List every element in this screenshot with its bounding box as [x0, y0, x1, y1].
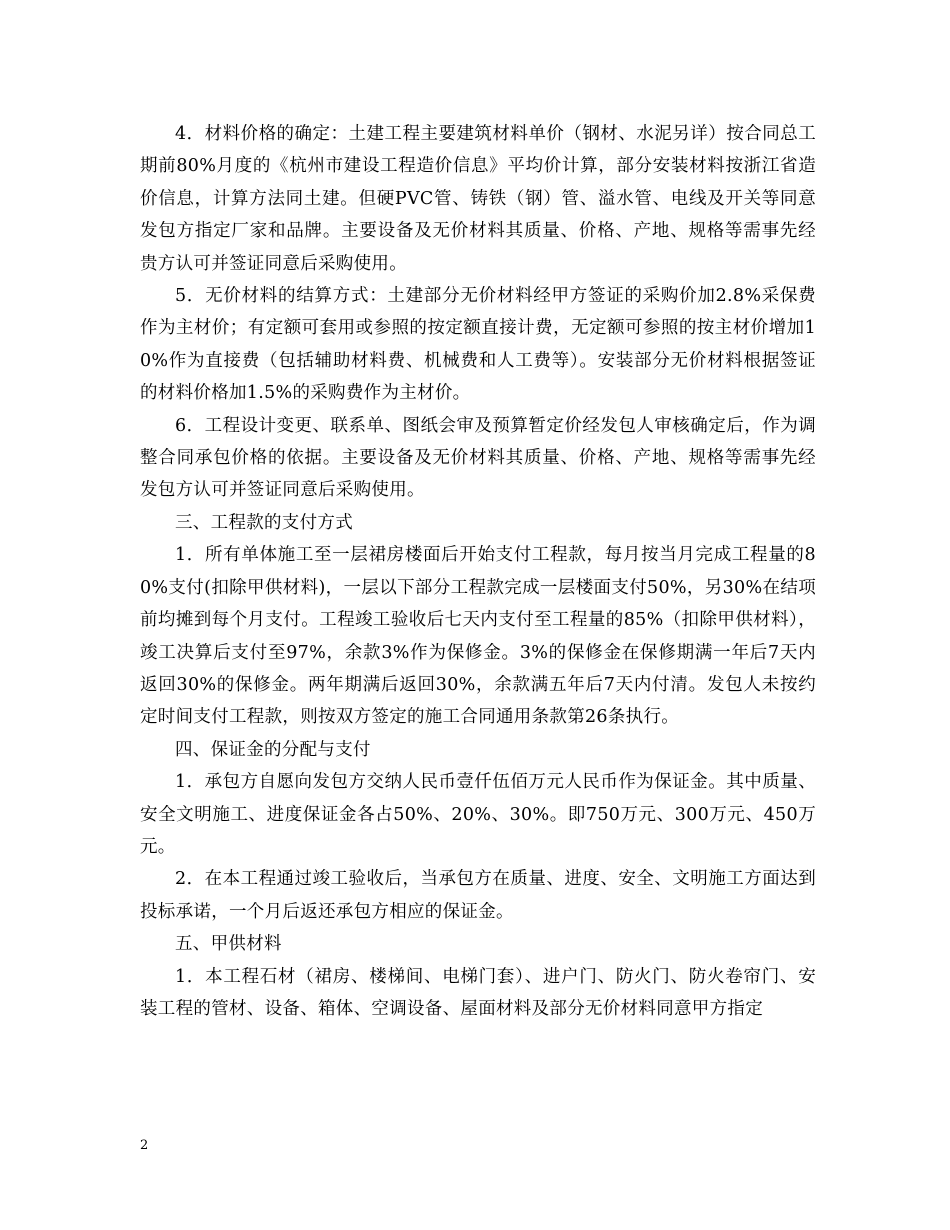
paragraph-deposit-return: 2．在本工程通过竣工验收后，当承包方在质量、进度、安全、文明施工方面达到投标承诺，一个月后返还承包方相应的保证金。: [140, 869, 816, 922]
section-heading-supplied-materials: 五、甲供材料: [175, 934, 282, 955]
document-body: [140, 118, 816, 1025]
paragraph-unpriced-material-settlement: 5．无价材料的结算方式：土建部分无价材料经甲方签证的采购价加2.8%采保费作为主材价；有定额可套用或参照的按定额直接计费，无定额可参照的按主材价增加10%作为直接费（包括辅助材料费、机械费和人工费等）。安装部分无价材料根据签证的材料价格加1.5%的采购费作为主材价。: [140, 286, 816, 404]
paragraph-deposit-amount: 1．承包方自愿向发包方交纳人民币壹仟伍佰万元人民币作为保证金。其中质量、安全文明施工、进度保证金各占50%、20%、30%。即750万元、300万元、450万元。: [140, 772, 816, 857]
paragraph-payment-terms: 1．所有单体施工至一层裙房楼面后开始支付工程款，每月按当月完成工程量的80%支付(扣除甲供材料)，一层以下部分工程款完成一层楼面支付50%，另30%在结项前均摊到每个月支付。工程竣工验收后七天内支付至工程量的85%（扣除甲供材料），竣工决算后支付至97%，余款3%作为保修金。3%的保修金在保修期满一年后7天内返回30%的保修金。两年期满后返回30%，余款满五年后7天内付清。发包人未按约定时间支付工程款，则按双方签定的施工合同通用条款第26条执行。: [140, 545, 816, 728]
paragraph-supplied-materials: 1．本工程石材（裙房、楼梯间、电梯门套）、进户门、防火门、防火卷帘门、安装工程的管材、设备、箱体、空调设备、屋面材料及部分无价材料同意甲方指定: [140, 966, 816, 1019]
page-number: 2: [140, 1138, 149, 1153]
section-heading-payment: 三、工程款的支付方式: [175, 512, 353, 533]
paragraph-design-change: 6．工程设计变更、联系单、图纸会审及预算暂定价经发包人审核确定后，作为调整合同承包价格的依据。主要设备及无价材料其质量、价格、产地、规格等需事先经发包方认可并签证同意后采购使用。: [140, 415, 816, 501]
section-heading-deposit: 四、保证金的分配与支付: [175, 739, 371, 760]
paragraph-material-price: 4．材料价格的确定：土建工程主要建筑材料单价（钢材、水泥另详）按合同总工期前80%月度的《杭州市建设工程造价信息》平均价计算，部分安装材料按浙江省造价信息，计算方法同土建。但硬PVC管、铸铁（钢）管、溢水管、电线及开关等同意发包方指定厂家和品牌。主要设备及无价材料其质量、价格、产地、规格等需事先经贵方认可并签证同意后采购使用。: [140, 124, 816, 274]
